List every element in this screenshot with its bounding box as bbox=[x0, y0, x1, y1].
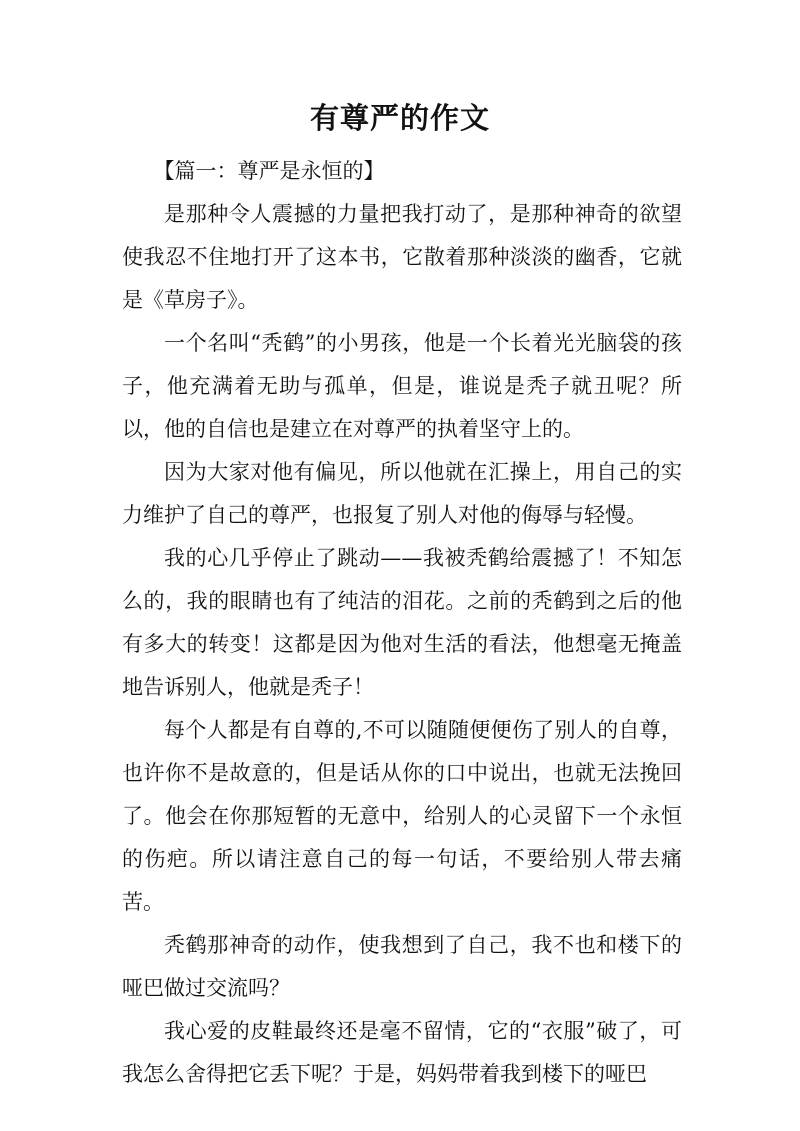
paragraph-6: 秃鹤那神奇的动作，使我想到了自己，我不也和楼下的哑巴做过交流吗？ bbox=[122, 933, 682, 1000]
paragraph-1: 是那种令人震撼的力量把我打动了，是那种神奇的欲望使我忍不住地打开了这本书，它散着那种淡淡的幽香，它就是《草房子》。 bbox=[122, 202, 682, 312]
paragraph-3: 因为大家对他有偏见，所以他就在汇操上，用自己的实力维护了自己的尊严，也报复了别人对他的侮辱与轻慢。 bbox=[122, 460, 682, 527]
paragraph-4: 我的心几乎停止了跳动——我被秃鹤给震撼了！不知怎么的，我的眼睛也有了纯洁的泪花。之前的秃鹤到之后的他有多大的转变！这都是因为他对生活的看法，他想毫无掩盖地告诉别人，他就是秃子！ bbox=[122, 546, 682, 699]
paragraph-2: 一个名叫“秃鹤”的小男孩，他是一个长着光光脑袋的孩子，他充满着无助与孤单，但是，谁说是秃子就丑呢？所以，他的自信也是建立在对尊严的执着坚守上的。 bbox=[122, 331, 682, 441]
section-heading: 【篇一：尊严是永恒的】 bbox=[153, 159, 385, 183]
paragraph-7: 我心爱的皮鞋最终还是毫不留情，它的“衣服”破了，可我怎么舍得把它丢下呢？于是，妈妈带着我到楼下的哑巴 bbox=[122, 1019, 682, 1086]
document-body bbox=[122, 150, 682, 1096]
document-title: 有尊严的作文 bbox=[309, 101, 490, 135]
paragraph-5: 每个人都是有自尊的,不可以随随便便伤了别人的自尊，也许你不是故意的，但是话从你的口中说出，也就无法挽回了。他会在你那短暂的无意中，给别人的心灵留下一个永恒的伤疤。所以请注意自己的每一句话，不要给别人带去痛苦。 bbox=[122, 718, 682, 914]
